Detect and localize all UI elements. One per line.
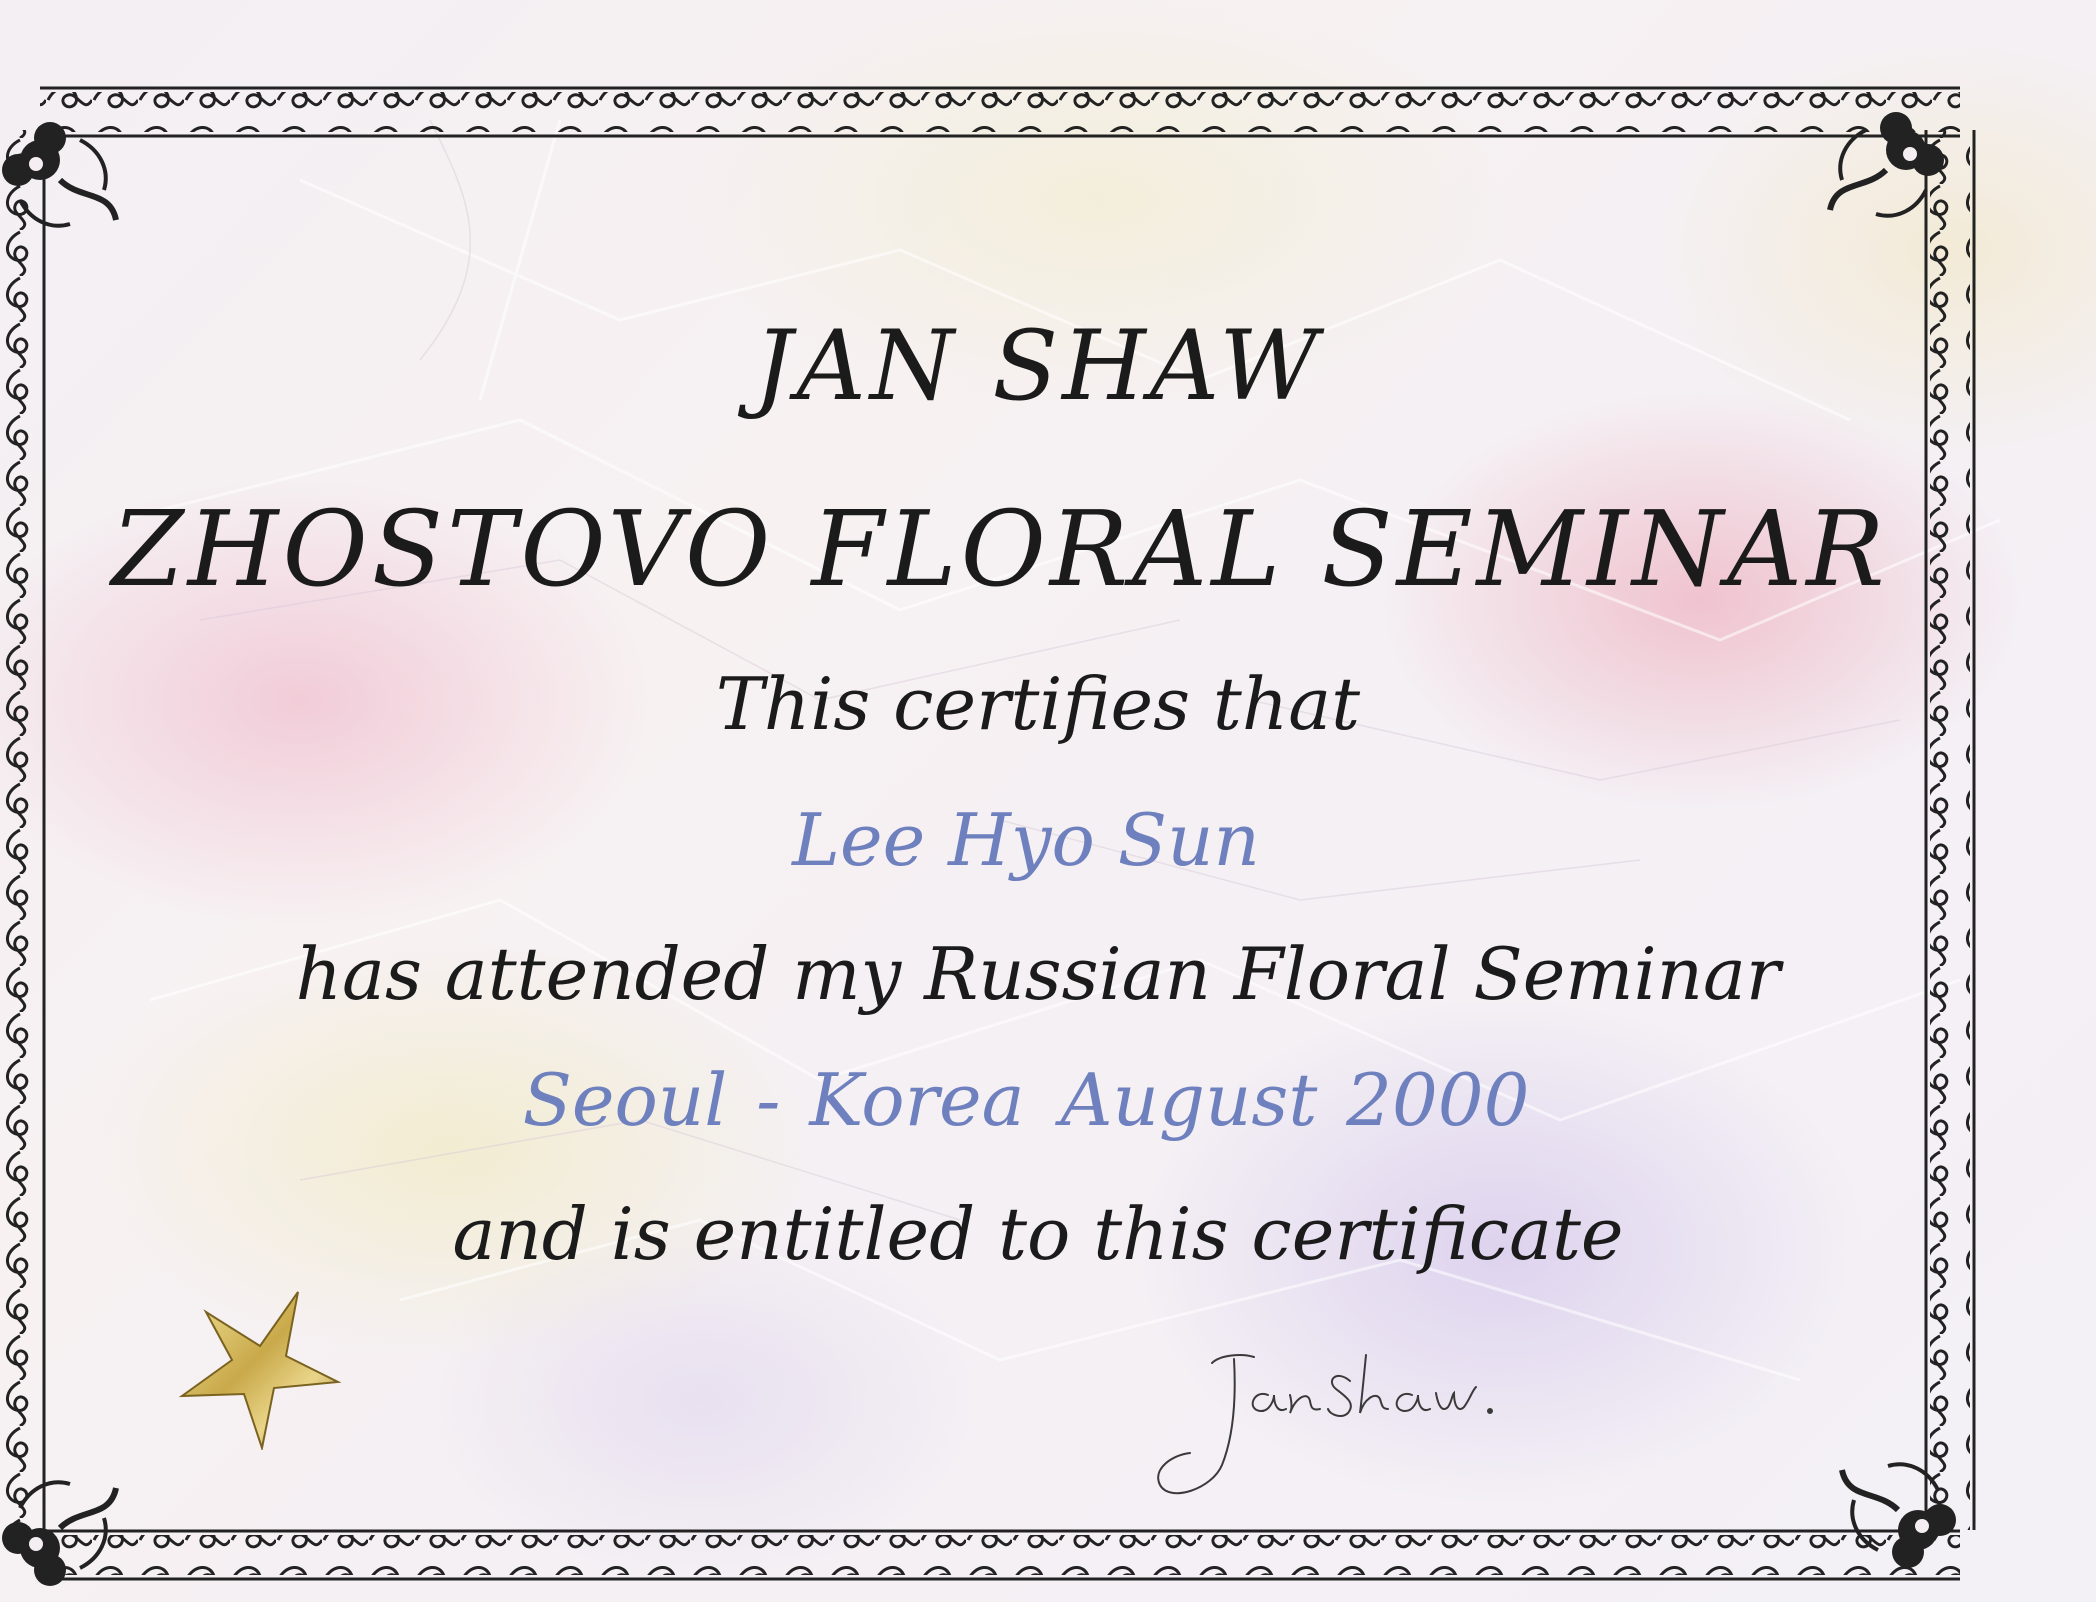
- gold-star-icon: [178, 1290, 348, 1450]
- title-line-2: ZHOSTOVO FLORAL SEMINAR: [111, 488, 1889, 610]
- certifies-text: This certifies that: [715, 662, 1361, 746]
- border-bottom: [40, 1535, 1960, 1575]
- location-text: Seoul - Korea: [522, 1058, 1025, 1142]
- attendance-text: has attended my Russian Floral Seminar: [295, 932, 1781, 1016]
- title-line-1: JAN SHAW: [754, 310, 1322, 422]
- border-top: [40, 92, 1960, 132]
- signature: [1150, 1335, 1620, 1505]
- recipient-name: Lee Hyo Sun: [792, 798, 1260, 882]
- entitlement-text: and is entitled to this certificate: [452, 1192, 1624, 1276]
- location-date-line: [0, 1058, 2074, 1142]
- date-text: August 2000: [1060, 1058, 1530, 1142]
